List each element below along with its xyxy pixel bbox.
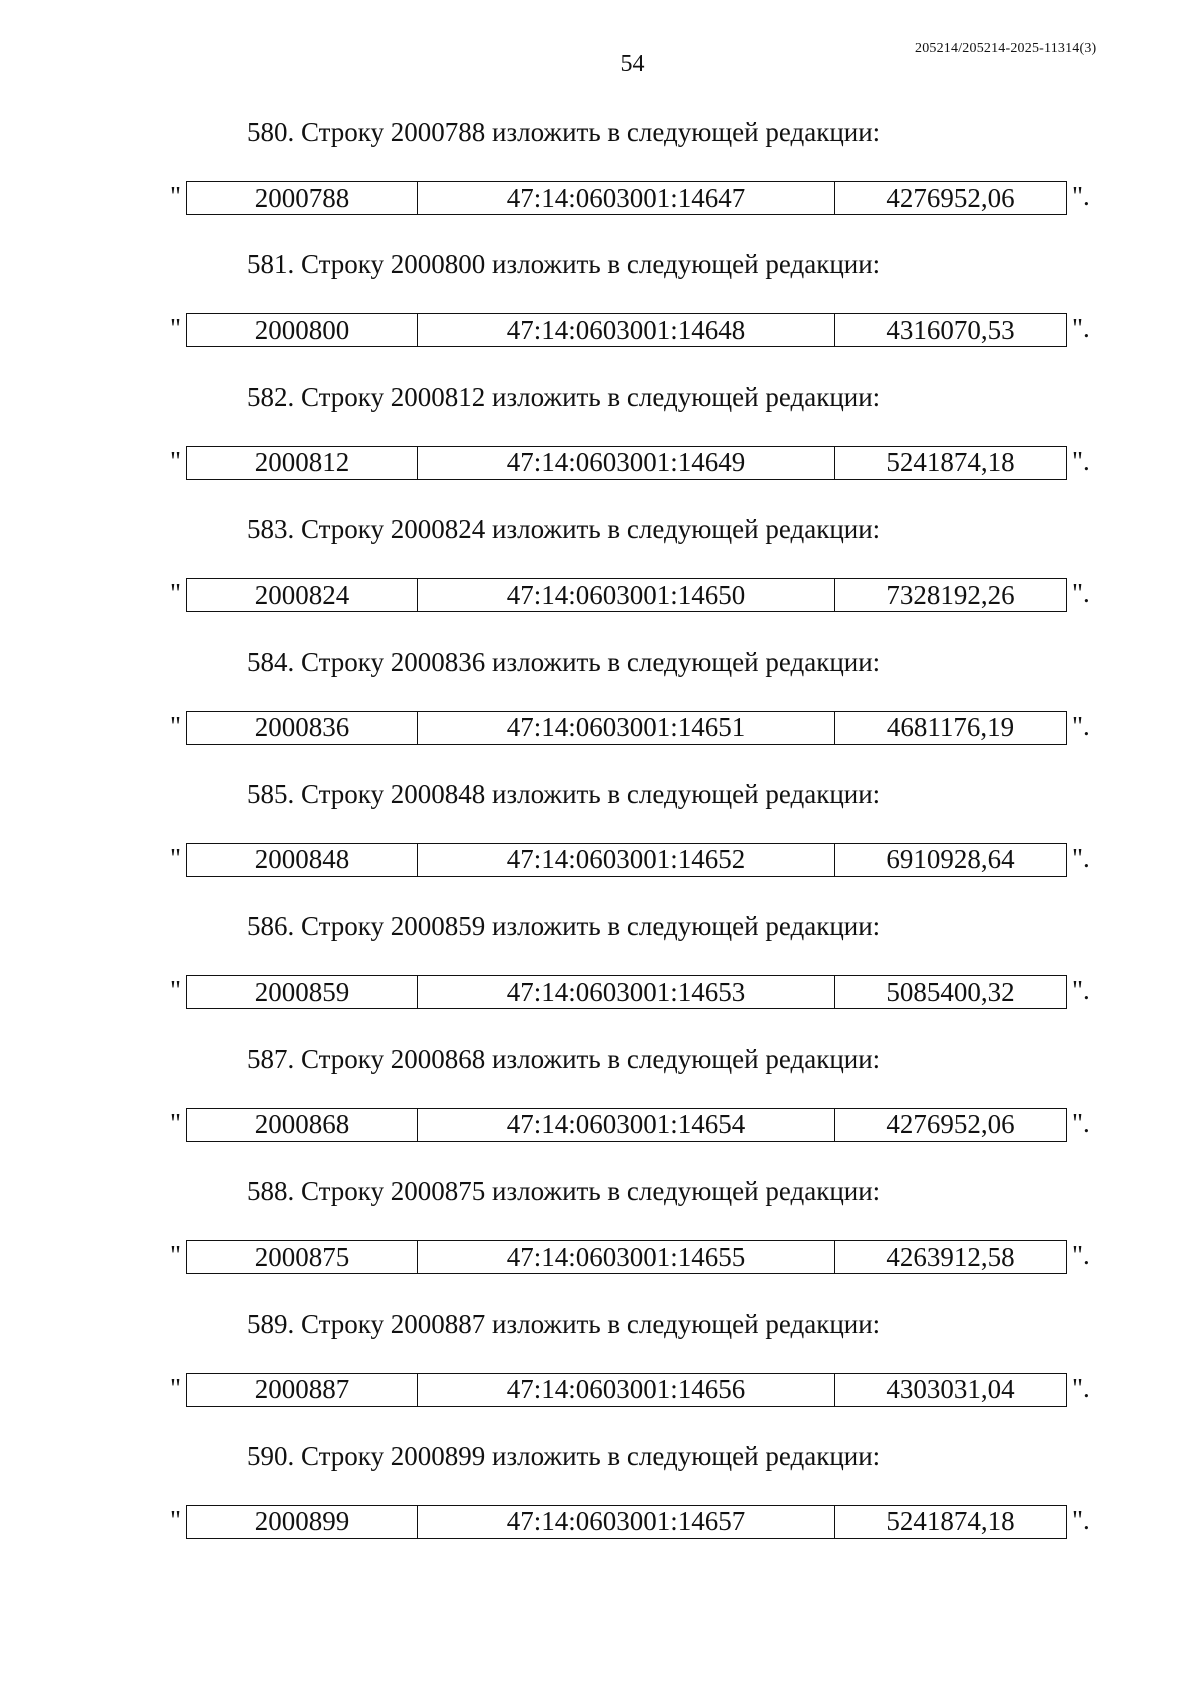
opening-quote: " bbox=[170, 181, 182, 211]
amendment-list bbox=[0, 108, 1200, 1564]
closing-quote: ". bbox=[1072, 313, 1090, 344]
cadastral-number-cell: 47:14:0603001:14648 bbox=[418, 314, 835, 347]
amended-row-table bbox=[186, 1373, 1067, 1407]
amended-row-table bbox=[186, 313, 1067, 347]
amended-row bbox=[0, 1240, 1200, 1274]
amendment-entry bbox=[0, 505, 1200, 637]
amendment-entry bbox=[0, 770, 1200, 902]
closing-quote: ". bbox=[1072, 1372, 1090, 1403]
amendment-entry bbox=[0, 373, 1200, 505]
amended-row-table bbox=[186, 446, 1067, 480]
closing-quote: ". bbox=[1072, 578, 1090, 609]
amendment-instruction: 584. Строку 2000836 изложить в следующей редакции: bbox=[247, 646, 881, 677]
closing-quote: ". bbox=[1072, 710, 1090, 741]
amendment-entry bbox=[0, 1432, 1200, 1564]
amended-row bbox=[0, 975, 1200, 1009]
row-number-cell: 2000899 bbox=[187, 1505, 418, 1538]
amendment-instruction: 585. Строку 2000848 изложить в следующей редакции: bbox=[247, 778, 881, 809]
row-number-cell: 2000836 bbox=[187, 711, 418, 744]
cadastral-value-cell: 5085400,32 bbox=[835, 976, 1067, 1009]
amendment-instruction: 582. Строку 2000812 изложить в следующей редакции: bbox=[247, 381, 881, 412]
opening-quote: " bbox=[170, 1107, 182, 1138]
cadastral-number-cell: 47:14:0603001:14652 bbox=[418, 843, 835, 876]
amendment-instruction: 580. Строку 2000788 изложить в следующей редакции: bbox=[247, 117, 881, 147]
opening-quote: " bbox=[170, 578, 182, 609]
cadastral-number-cell: 47:14:0603001:14654 bbox=[418, 1108, 835, 1141]
amendment-entry bbox=[0, 902, 1200, 1034]
row-number-cell: 2000848 bbox=[187, 843, 418, 876]
closing-quote: ". bbox=[1072, 975, 1090, 1006]
cadastral-number-cell: 47:14:0603001:14653 bbox=[418, 976, 835, 1009]
opening-quote: " bbox=[170, 445, 182, 476]
row-number-cell: 2000887 bbox=[187, 1373, 418, 1406]
amended-row bbox=[0, 843, 1200, 877]
cadastral-value-cell: 4263912,58 bbox=[835, 1241, 1067, 1274]
closing-quote: ". bbox=[1072, 1504, 1090, 1535]
cadastral-value-cell: 4681176,19 bbox=[835, 711, 1067, 744]
amendment-entry bbox=[0, 1167, 1200, 1299]
row-number-cell: 2000875 bbox=[187, 1241, 418, 1274]
cadastral-value-cell: 6910928,64 bbox=[835, 843, 1067, 876]
cadastral-value-cell: 5241874,18 bbox=[835, 1505, 1067, 1538]
document-code: 205214/205214-2025-11314(3) bbox=[915, 41, 1097, 56]
cadastral-value-cell: 4303031,04 bbox=[835, 1373, 1067, 1406]
closing-quote: ". bbox=[1072, 181, 1090, 211]
closing-quote: ". bbox=[1072, 1107, 1090, 1138]
row-number-cell: 2000812 bbox=[187, 446, 418, 479]
cadastral-number-cell: 47:14:0603001:14657 bbox=[418, 1505, 835, 1538]
cadastral-value-cell: 4276952,06 bbox=[835, 1108, 1067, 1141]
amended-row bbox=[0, 1108, 1200, 1142]
amended-row-table bbox=[186, 1240, 1067, 1274]
amendment-entry bbox=[0, 1300, 1200, 1432]
amendment-entry bbox=[0, 1035, 1200, 1167]
cadastral-value-cell: 4316070,53 bbox=[835, 314, 1067, 347]
row-number-cell: 2000859 bbox=[187, 976, 418, 1009]
amended-row-table bbox=[186, 181, 1067, 215]
row-number-cell: 2000868 bbox=[187, 1108, 418, 1141]
opening-quote: " bbox=[170, 710, 182, 741]
page-number: 54 bbox=[620, 51, 645, 77]
amendment-entry bbox=[0, 108, 1200, 240]
amendment-instruction: 590. Строку 2000899 изложить в следующей редакции: bbox=[247, 1440, 881, 1471]
amended-row bbox=[0, 446, 1200, 480]
amendment-entry bbox=[0, 638, 1200, 770]
opening-quote: " bbox=[170, 1504, 182, 1535]
cadastral-number-cell: 47:14:0603001:14647 bbox=[418, 182, 835, 215]
cadastral-number-cell: 47:14:0603001:14655 bbox=[418, 1241, 835, 1274]
amendment-instruction: 589. Строку 2000887 изложить в следующей редакции: bbox=[247, 1308, 881, 1339]
amended-row-table bbox=[186, 843, 1067, 877]
amendment-instruction: 581. Строку 2000800 изложить в следующей редакции: bbox=[247, 249, 881, 280]
amendment-instruction: 587. Строку 2000868 изложить в следующей редакции: bbox=[247, 1043, 881, 1074]
cadastral-number-cell: 47:14:0603001:14650 bbox=[418, 579, 835, 612]
cadastral-value-cell: 7328192,26 bbox=[835, 579, 1067, 612]
amendment-entry bbox=[0, 240, 1200, 372]
amendment-instruction: 588. Строку 2000875 изложить в следующей редакции: bbox=[247, 1176, 881, 1207]
cadastral-value-cell: 5241874,18 bbox=[835, 446, 1067, 479]
amended-row bbox=[0, 578, 1200, 612]
row-number-cell: 2000800 bbox=[187, 314, 418, 347]
closing-quote: ". bbox=[1072, 842, 1090, 873]
opening-quote: " bbox=[170, 975, 182, 1006]
opening-quote: " bbox=[170, 1240, 182, 1271]
closing-quote: ". bbox=[1072, 1240, 1090, 1271]
opening-quote: " bbox=[170, 842, 182, 873]
amended-row-table bbox=[186, 1108, 1067, 1142]
opening-quote: " bbox=[170, 313, 182, 344]
closing-quote: ". bbox=[1072, 445, 1090, 476]
opening-quote: " bbox=[170, 1372, 182, 1403]
cadastral-value-cell: 4276952,06 bbox=[835, 182, 1067, 215]
amended-row bbox=[0, 181, 1200, 215]
amended-row-table bbox=[186, 1505, 1067, 1539]
cadastral-number-cell: 47:14:0603001:14656 bbox=[418, 1373, 835, 1406]
amended-row-table bbox=[186, 975, 1067, 1009]
cadastral-number-cell: 47:14:0603001:14651 bbox=[418, 711, 835, 744]
amended-row bbox=[0, 313, 1200, 347]
row-number-cell: 2000788 bbox=[187, 182, 418, 215]
amendment-instruction: 583. Строку 2000824 изложить в следующей редакции: bbox=[247, 514, 881, 545]
row-number-cell: 2000824 bbox=[187, 579, 418, 612]
amended-row-table bbox=[186, 578, 1067, 612]
cadastral-number-cell: 47:14:0603001:14649 bbox=[418, 446, 835, 479]
amended-row bbox=[0, 1505, 1200, 1539]
amended-row-table bbox=[186, 711, 1067, 745]
amendment-instruction: 586. Строку 2000859 изложить в следующей редакции: bbox=[247, 911, 881, 942]
amended-row bbox=[0, 711, 1200, 745]
amended-row bbox=[0, 1373, 1200, 1407]
